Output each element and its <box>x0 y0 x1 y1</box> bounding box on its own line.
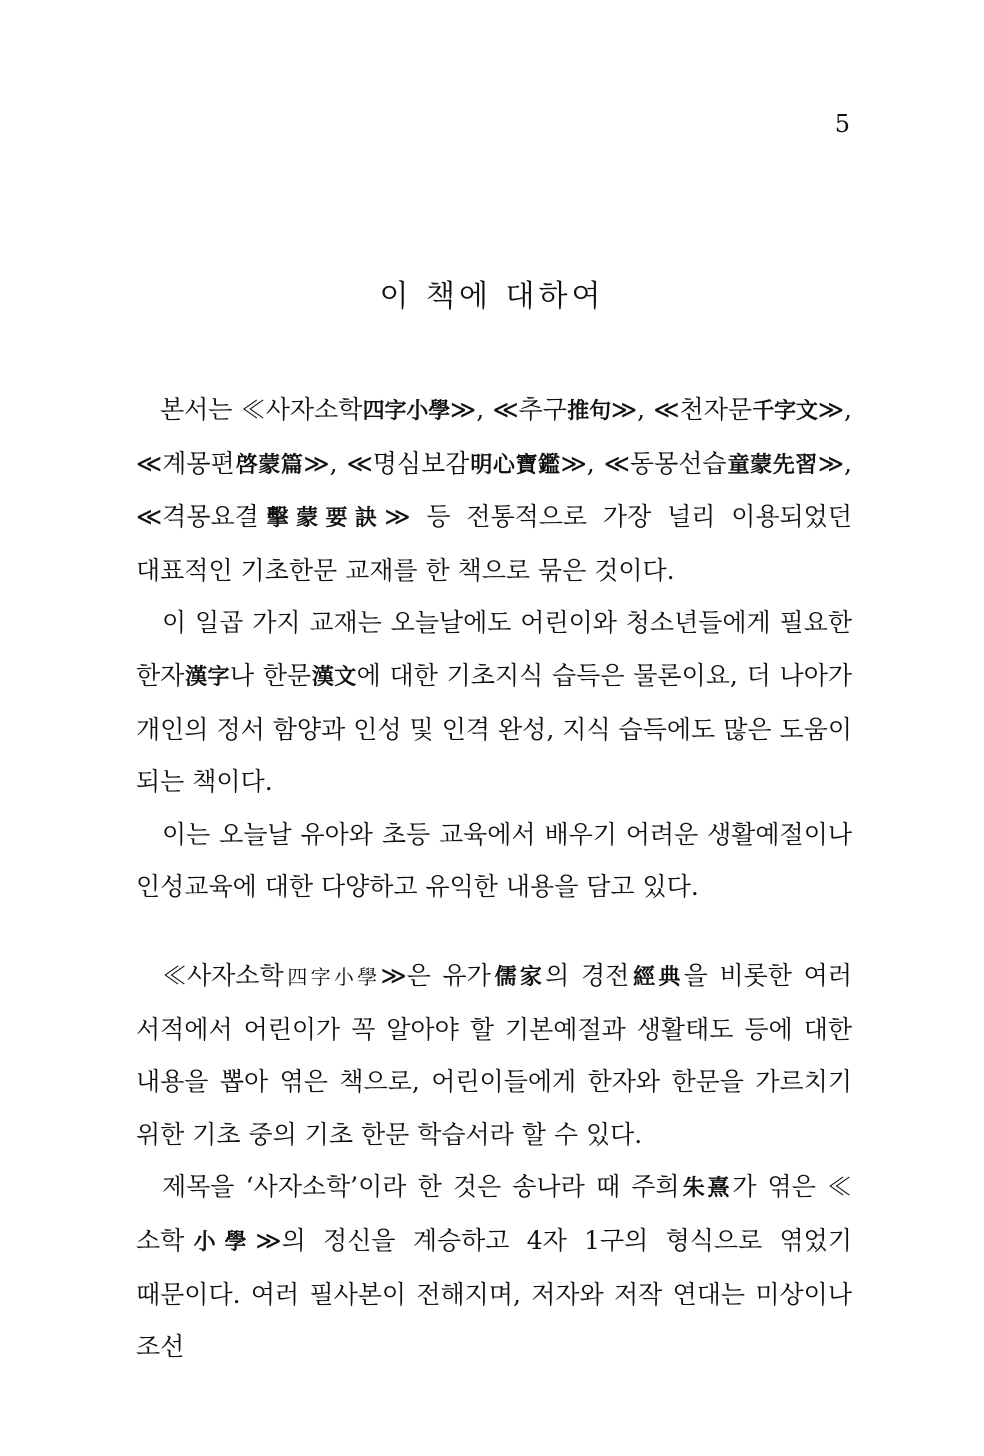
text-run: ≫, ≪천자문 <box>610 395 752 424</box>
text-run: ≫의 정신을 계승하고 4자 1구의 형식으로 엮었기 때문이다. 여러 필사본이 전해지며, 저자와 저작 연대는 미상이나 조선 <box>136 1225 852 1362</box>
text-run: 가 엮은 ≪소학 <box>136 1172 852 1255</box>
text-run: ≫, ≪동몽선습 <box>560 448 727 478</box>
sajasohak-section <box>136 950 852 1374</box>
text-run: 의 경전 <box>545 961 630 990</box>
text-run: ≪사자소학 <box>162 961 284 990</box>
hanja-run: 明心寶鑑 <box>469 451 561 478</box>
paragraph-textbooks <box>136 384 852 597</box>
text-run: 에 대한 기초지식 습득은 물론이요, 더 나아가 개인의 정서 함양과 인성 및 인격 완성, 지식 습득에도 많은 도움이 되는 책이다. <box>136 660 852 797</box>
text-run: ≫, ≪명심보감 <box>303 448 470 478</box>
hanja-run: 擊蒙要訣 <box>258 505 385 532</box>
hanja-run: 儒家 <box>490 964 546 990</box>
text-run: ≫, ≪추구 <box>450 395 567 424</box>
text-run: ≫, ≪격몽요결 <box>136 448 852 532</box>
hanja-run: 朱熹 <box>679 1175 733 1202</box>
hanja-run: 啓蒙篇 <box>234 451 304 478</box>
text-run: ≫ 등 전통적으로 가장 널리 이용되었던 대표적인 기초한문 교재를 한 책으로 묶은 것이다. <box>136 502 852 585</box>
hanja-run: 四字小學 <box>283 965 381 989</box>
text-run: 제목을 ‘사자소학’이라 한 것은 송나라 때 주희 <box>162 1172 680 1202</box>
hanja-run: 四字小學 <box>362 398 451 424</box>
text-run: ≫, ≪계몽편 <box>136 395 852 478</box>
hanja-run: 經典 <box>629 964 684 990</box>
text-run: 본서는 ≪사자소학 <box>160 395 363 424</box>
hanja-run: 童蒙先習 <box>726 451 818 478</box>
page-title: 이 책에 대하여 <box>379 279 605 314</box>
intro-section <box>136 384 852 914</box>
paragraph-sajasohak-intro <box>136 950 852 1161</box>
text-run: 나 한문 <box>229 660 312 690</box>
hanja-run: 漢文 <box>311 663 357 690</box>
paragraph-education <box>136 809 852 914</box>
text-run: ≫은 유가 <box>380 961 491 990</box>
paragraph-title-origin <box>136 1161 852 1373</box>
hanja-run: 漢字 <box>184 663 230 690</box>
page-number: 5 <box>834 110 850 138</box>
hanja-run: 推句 <box>566 398 611 424</box>
text-run: 이는 오늘날 유아와 초등 교육에서 배우기 어려운 생활예절이나 인성교육에 대한 다양하고 유익한 내용을 담고 있다. <box>136 819 852 902</box>
text-run: 을 비롯한 여러 서적에서 어린이가 꼭 알아야 할 기본예절과 생활태도 등에 대한 내용을 뽑아 엮은 책으로, 어린이들에게 한자와 한문을 가르치기 위한 기초 중의 기초 한문 학습서라 할 수 있다. <box>136 961 852 1149</box>
hanja-run: 小學 <box>184 1228 256 1255</box>
paragraph-benefits <box>136 597 852 808</box>
text-run: 이 일곱 가지 교재는 오늘날에도 어린이와 청소년들에게 필요한 한자 <box>136 608 852 690</box>
hanja-run: 千字文 <box>752 398 818 424</box>
